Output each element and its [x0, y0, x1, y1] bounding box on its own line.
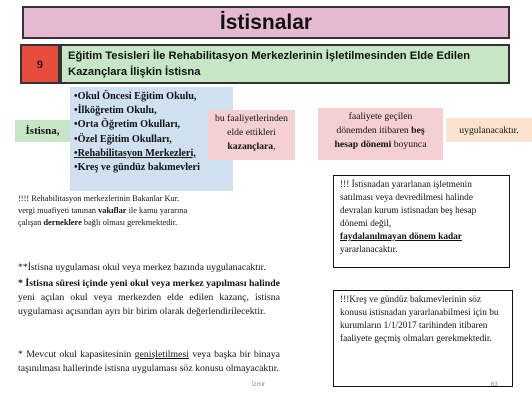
period-line: dönemden itibaren beş: [336, 125, 425, 136]
period-line: faaliyete geçilen: [348, 111, 413, 122]
section-number: 9: [20, 44, 60, 84]
transfer-emphasis: faydalanılmayan dönem kadar: [340, 232, 462, 242]
title-bar: [22, 6, 510, 39]
new-school-paragraph: * İstisna süresi içinde yeni okul veya merkez yapılması halinde yeni açılan okul veya merkezden elde edilen kazanç, istisna uygulaması açısından ayrı bir birim olarak değerlendirilecektir.: [18, 278, 280, 317]
transfer-text: !!! İstisnadan yararlanan işletmenin satılması veya devredilmesi halinde devralan kurum istisnadan beş hesap dönemi değil,: [340, 180, 477, 229]
page-title: İstisnalar: [219, 10, 313, 34]
rehab-note: !!!! Rehabilitasyon merkezlerinin Bakanlar Kur. vergi muafiyeti tanınan vakıflar ile kamu yararına çalışan derneklere bağlı olması gerekmektedir.: [18, 194, 188, 227]
earnings-box: [208, 110, 295, 160]
capacity-paragraph: * Mevcut okul kapasitesinin genişletilmesi veya başka bir binaya taşınılması hallerinde istisna uygulaması söz konusu olmayacaktır.: [18, 349, 280, 374]
school-based-note: **İstisna uygulaması okul veya merkez bazında uygulanacaktır.: [18, 262, 266, 273]
transfer-note-box: [333, 175, 510, 268]
kres-note-box: !!!Kreş ve gündüz bakımevlerinin söz konusu istisnadan yararlanabilmesi için bu kurumların 1/1/2017 tarihinden itibaren faaliyete geçmiş olmaları gerekmektedir.: [333, 290, 513, 387]
list-item: •Kreş ve gündüz bakımevleri: [74, 162, 200, 174]
list-item: •Orta Öğretim Okulları,: [74, 119, 181, 131]
transfer-text: yararlanacaktır.: [340, 245, 398, 255]
period-box: [318, 108, 443, 160]
earnings-line: bu faaliyetlerinden: [215, 113, 288, 124]
list-item: •Özel Eğitim Okulları,: [74, 133, 172, 145]
list-item: •İlköğretim Okulu,: [74, 105, 157, 117]
page-number: 63: [491, 382, 498, 388]
list-item: •Rehabilitasyon Merkezleri,: [74, 147, 196, 159]
footer-location: İzmir: [252, 382, 265, 388]
earnings-line: elde ettikleri: [227, 127, 276, 138]
earnings-line: kazançlara,: [227, 141, 276, 152]
list-item: •Okul Öncesi Eğitim Okulu,: [74, 91, 197, 102]
result-box: uygulanacaktır.: [446, 118, 532, 142]
section-heading: Eğitim Tesisleri İle Rehabilitasyon Merkezlerinin İşletilmesinden Elde Edilen Kazançlara İlişkin İstisna: [60, 44, 510, 84]
istisna-label: İstisna,: [15, 120, 70, 142]
period-line: hesap dönemi boyunca: [334, 139, 427, 150]
